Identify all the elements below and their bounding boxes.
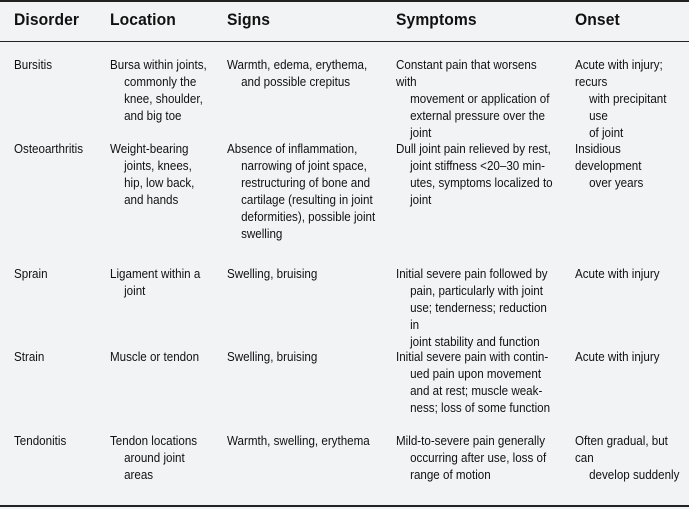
cell-line: Ligament within a [110,266,201,281]
cell-disorder [14,140,102,157]
cell-line: around joint [124,450,185,465]
cell-line: Tendonitis [14,433,67,448]
cell-line: and hands [124,192,179,207]
cell-line: deformities), possible joint [241,209,376,224]
cell-line: Swelling, bruising [227,266,318,281]
cell-location [110,432,216,483]
cell-line: Insidious development [575,141,642,173]
cell-symptoms [396,140,556,208]
cell-signs [227,140,384,242]
cell-line: of joint [589,125,624,140]
cell-line: Warmth, swelling, erythema [227,433,370,448]
cell-line: Sprain [14,266,48,281]
cell-location [110,265,216,299]
cell-line: ued pain upon movement [410,366,542,381]
cell-line: commonly the [124,74,197,89]
cell-line: cartilage (resulting in joint [241,192,373,207]
cell-line: Weight-bearing [110,141,189,156]
cell-onset [575,348,688,365]
cell-line: hip, low back, [124,175,195,190]
cell-line: Acute with injury; recurs [575,57,663,89]
header-signs: Signs [227,10,271,29]
cell-location [110,348,216,365]
cell-signs [227,348,384,365]
cell-line: Initial severe pain with contin- [396,349,549,364]
cell-symptoms [396,348,556,416]
cell-line: Strain [14,349,45,364]
cell-line: Often gradual, but can [575,433,668,465]
cell-line: joint stiffness <20–30 min- [410,158,546,173]
header-symptoms: Symptoms [396,10,477,29]
top-rule [0,0,689,2]
cell-line: Acute with injury [575,266,660,281]
cell-line: joint stability and function [410,334,540,349]
cell-line: swelling [241,226,283,241]
cell-line: and big toe [124,108,182,123]
cell-signs [227,432,384,449]
cell-line: Swelling, bruising [227,349,318,364]
cell-line: Mild-to-severe pain generally [396,433,546,448]
cell-line: develop suddenly [589,467,680,482]
cell-line: Absence of inflammation, [227,141,358,156]
cell-line: Acute with injury [575,349,660,364]
cell-line: movement or application of [410,91,550,106]
cell-disorder [14,432,102,449]
cell-onset [575,265,688,282]
cell-location [110,56,216,124]
cell-line: use; tenderness; reduction in [410,300,547,332]
cell-line: Bursitis [14,57,53,72]
cell-line: knee, shoulder, [124,91,203,106]
cell-line: Bursa within joints, [110,57,207,72]
cell-onset [575,432,688,483]
cell-location [110,140,216,208]
header-onset: Onset [575,10,620,29]
cell-line: utes, symptoms localized to [410,175,553,190]
cell-disorder [14,265,102,282]
cell-signs [227,56,384,90]
cell-line: narrowing of joint space, [241,158,367,173]
header-disorder: Disorder [14,10,80,29]
cell-disorder [14,56,102,73]
cell-line: Dull joint pain relieved by rest, [396,141,551,156]
cell-line: external pressure over the [410,108,545,123]
cell-line: with precipitant use [589,91,667,123]
cell-onset [575,140,688,191]
header-rule [0,41,689,42]
cell-signs [227,265,384,282]
bottom-rule [0,505,689,507]
cell-line: Initial severe pain followed by [396,266,548,281]
cell-line: joint [410,125,432,140]
cell-symptoms [396,265,556,350]
cell-line: and at rest; muscle weak- [410,383,543,398]
cell-line: occurring after use, loss of [410,450,547,465]
cell-symptoms [396,432,556,483]
cell-symptoms [396,56,556,141]
cell-line: Tendon locations [110,433,198,448]
cell-line: areas [124,467,154,482]
cell-line: and possible crepitus [241,74,351,89]
cell-disorder [14,348,102,365]
cell-line: joints, knees, [124,158,192,173]
cell-line: pain, particularly with joint [410,283,543,298]
cell-line: Constant pain that worsens with [396,57,537,89]
cell-line: joint [410,192,432,207]
cell-line: ness; loss of some function [410,400,551,415]
header-location: Location [110,10,176,29]
cell-line: joint [124,283,146,298]
cell-line: Osteoarthritis [14,141,84,156]
cell-line: restructuring of bone and [241,175,371,190]
cell-line: Warmth, edema, erythema, [227,57,368,72]
cell-line: range of motion [410,467,491,482]
cell-line: over years [589,175,644,190]
cell-line: Muscle or tendon [110,349,200,364]
cell-onset [575,56,688,141]
